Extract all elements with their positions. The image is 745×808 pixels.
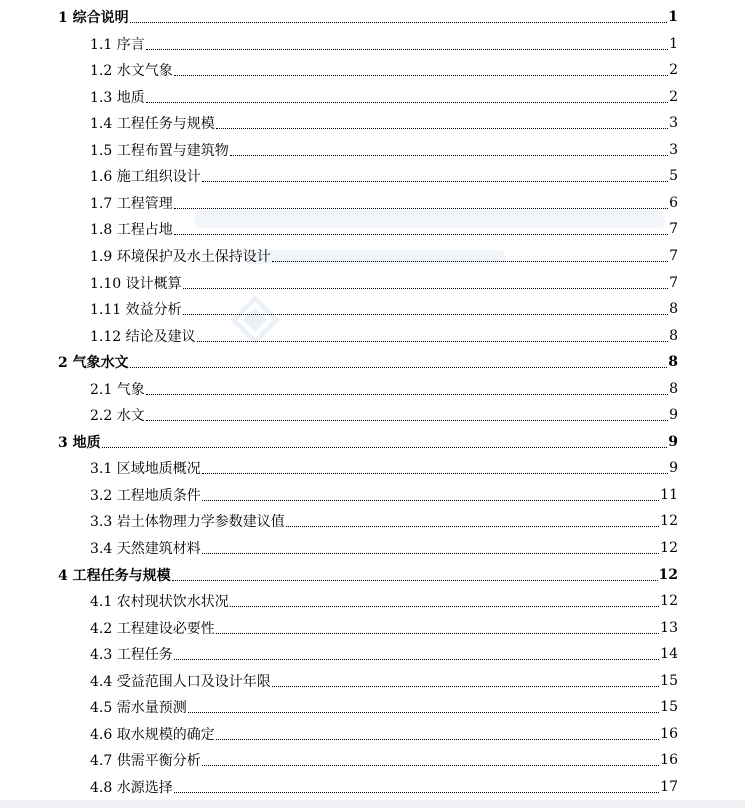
toc-dot-leader <box>202 761 659 766</box>
toc-page-number: 2 <box>669 88 678 105</box>
toc-dot-leader <box>202 177 668 182</box>
toc-entry-label: 1.1 序言 <box>90 36 145 53</box>
toc-page-number: 15 <box>660 699 678 716</box>
toc-section-row[interactable] <box>90 243 678 269</box>
toc-section-row[interactable] <box>90 721 678 747</box>
toc-entry-label: 3 地质 <box>58 434 101 451</box>
toc-section-row[interactable] <box>90 402 678 428</box>
toc-page-number: 13 <box>660 619 678 636</box>
toc-page-number: 16 <box>660 725 678 742</box>
toc-section-row[interactable] <box>90 508 678 534</box>
toc-dot-leader <box>272 682 659 687</box>
toc-page-number: 8 <box>669 301 678 318</box>
toc-dot-leader <box>174 204 668 209</box>
toc-entry-label: 1.2 水文气象 <box>90 63 173 80</box>
toc-section-row[interactable] <box>90 84 678 110</box>
toc-entry-label: 1.5 工程布置与建筑物 <box>90 142 229 159</box>
toc-entry-label: 1 综合说明 <box>58 10 129 26</box>
toc-page-number: 2 <box>669 62 678 79</box>
toc-page-number: 8 <box>669 380 678 397</box>
toc-dot-leader <box>102 443 668 448</box>
toc-section-row[interactable] <box>90 376 678 402</box>
toc-dot-leader <box>146 390 668 395</box>
toc-entry-label: 1.11 效益分析 <box>90 302 182 319</box>
toc-chapter-row[interactable] <box>58 429 678 455</box>
toc-chapter-row[interactable] <box>58 562 678 588</box>
toc-page-number: 17 <box>660 778 678 795</box>
toc-section-row[interactable] <box>90 482 678 508</box>
toc-dot-leader <box>216 735 659 740</box>
toc-entry-label: 3.4 天然建筑材料 <box>90 541 201 557</box>
toc-entry-label: 4.5 需水量预测 <box>90 700 187 717</box>
toc-entry-label: 3.1 区域地质概况 <box>90 461 201 478</box>
toc-section-row[interactable] <box>90 774 678 800</box>
toc-page-number: 3 <box>669 115 678 132</box>
toc-page-number: 9 <box>669 407 678 424</box>
toc-dot-leader <box>130 363 668 368</box>
toc-dot-leader <box>174 71 668 76</box>
toc-dot-leader <box>130 18 668 23</box>
toc-page-number: 9 <box>668 433 678 450</box>
toc-page-number: 14 <box>660 646 678 663</box>
toc-page-number: 8 <box>669 327 678 344</box>
toc-section-row[interactable] <box>90 57 678 83</box>
toc-section-row[interactable] <box>90 137 678 163</box>
toc-page-number: 15 <box>660 672 678 689</box>
toc-section-row[interactable] <box>90 323 678 349</box>
toc-dot-leader <box>146 45 668 50</box>
toc-section-row[interactable] <box>90 615 678 641</box>
toc-page-number: 12 <box>658 566 678 583</box>
toc-entry-label: 1.7 工程管理 <box>90 195 173 212</box>
toc-entry-label: 2.1 气象 <box>90 381 145 398</box>
toc-dot-leader <box>272 257 668 262</box>
toc-dot-leader <box>174 655 659 660</box>
toc-dot-leader <box>183 310 668 315</box>
toc-section-row[interactable] <box>90 296 678 322</box>
toc-dot-leader <box>197 337 668 342</box>
toc-entry-label: 3.3 岩土体物理力学参数建议值 <box>90 514 285 531</box>
toc-entry-label: 4.8 水源选择 <box>90 779 173 796</box>
toc-page-number: 12 <box>660 513 678 530</box>
toc-dot-leader <box>183 284 668 289</box>
toc-page-number: 12 <box>660 593 678 610</box>
toc-entry-label: 4 工程任务与规模 <box>58 567 171 584</box>
toc-section-row[interactable] <box>90 588 678 614</box>
toc-section-row[interactable] <box>90 190 678 216</box>
toc-entry-label: 4.2 工程建设必要性 <box>90 620 215 637</box>
toc-entry-label: 1.12 结论及建议 <box>90 328 196 345</box>
toc-entry-label: 1.8 工程占地 <box>90 222 173 239</box>
toc-page-number: 16 <box>660 752 678 769</box>
toc-dot-leader <box>202 469 668 474</box>
toc-section-row[interactable] <box>90 747 678 773</box>
toc-page-number: 7 <box>669 221 678 238</box>
bottom-edge <box>0 800 745 808</box>
toc-page-number: 1 <box>669 35 678 52</box>
toc-section-row[interactable] <box>90 694 678 720</box>
toc-entry-label: 3.2 工程地质条件 <box>90 487 201 504</box>
toc-entry-label: 4.6 取水规模的确定 <box>90 726 215 743</box>
toc-dot-leader <box>216 629 659 634</box>
toc-chapter-row[interactable] <box>58 4 678 30</box>
toc-chapter-row[interactable] <box>58 349 678 375</box>
toc-section-row[interactable] <box>90 270 678 296</box>
toc-page-number: 1 <box>668 9 678 25</box>
toc-page-number: 9 <box>669 460 678 477</box>
toc-page-number: 12 <box>660 540 678 556</box>
toc-page-number: 6 <box>669 194 678 211</box>
toc-dot-leader <box>230 602 659 607</box>
toc-dot-leader <box>188 708 659 713</box>
toc-entry-label: 1.3 地质 <box>90 89 145 106</box>
toc-dot-leader <box>202 549 659 554</box>
toc-dot-leader <box>174 788 659 793</box>
toc-dot-leader <box>172 576 658 581</box>
toc-section-row[interactable] <box>90 455 678 481</box>
toc-section-row[interactable] <box>90 110 678 136</box>
toc-dot-leader <box>146 98 668 103</box>
toc-dot-leader <box>146 416 668 421</box>
toc-entry-label: 1.9 环境保护及水土保持设计 <box>90 248 271 265</box>
toc-entry-label: 1.10 设计概算 <box>90 275 182 292</box>
toc-dot-leader <box>174 230 668 235</box>
toc-entry-label: 2 气象水文 <box>58 355 129 372</box>
toc-entry-label: 4.1 农村现状饮水状况 <box>90 594 229 611</box>
toc-section-row[interactable] <box>90 535 678 561</box>
toc-entry-label: 1.6 施工组织设计 <box>90 169 201 186</box>
toc-page-number: 8 <box>668 354 678 371</box>
toc-dot-leader <box>286 522 659 527</box>
toc-entry-label: 2.2 水文 <box>90 408 145 425</box>
toc-page-number: 3 <box>669 141 678 158</box>
toc-dot-leader <box>216 124 668 129</box>
toc-entry-label: 4.4 受益范围人口及设计年限 <box>90 673 271 690</box>
toc-section-row[interactable] <box>90 31 678 57</box>
toc-dot-leader <box>230 151 668 156</box>
toc-page-number: 7 <box>669 247 678 264</box>
toc-entry-label: 4.7 供需平衡分析 <box>90 753 201 770</box>
toc-page-number: 11 <box>660 486 678 503</box>
toc-entry-label: 4.3 工程任务 <box>90 647 173 664</box>
toc-page-number: 7 <box>669 274 678 291</box>
toc-section-row[interactable] <box>90 216 678 242</box>
toc-dot-leader <box>202 496 659 501</box>
toc-section-row[interactable] <box>90 641 678 667</box>
toc-entry-label: 1.4 工程任务与规模 <box>90 116 215 133</box>
toc-section-row[interactable] <box>90 668 678 694</box>
toc-section-row[interactable] <box>90 163 678 189</box>
toc-page-number: 5 <box>669 168 678 185</box>
